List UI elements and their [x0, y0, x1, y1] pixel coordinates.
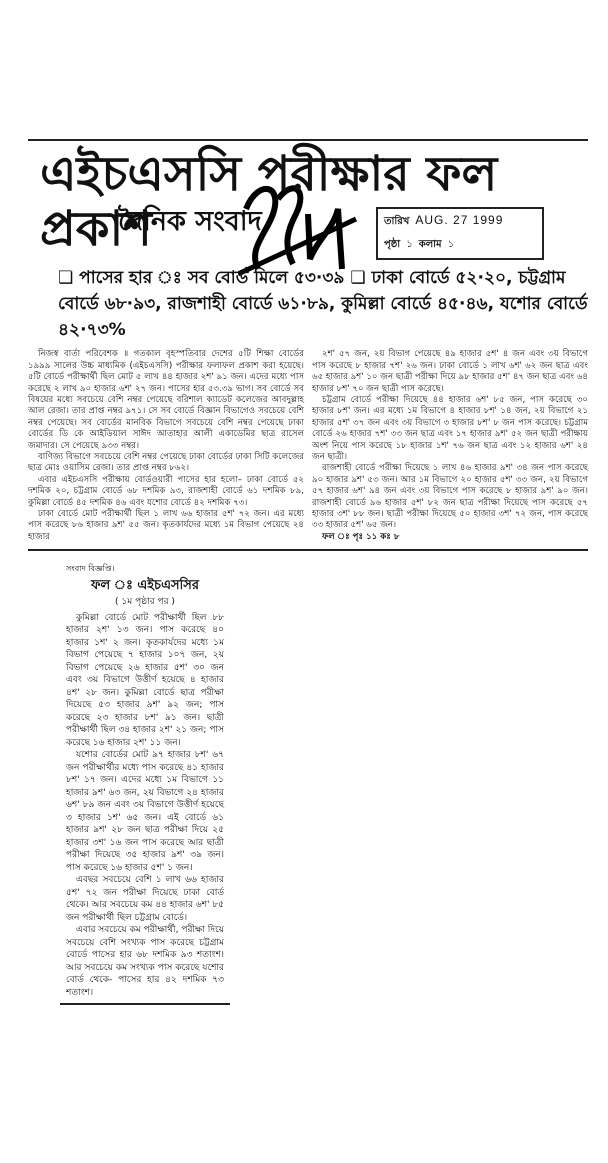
paragraph: ২শ' ৫৭ জন, ২য় বিভাগ পেয়েছে ৪৯ হাজার ৫শ' ৪ জন এবং ৩য় বিভাগে পাস করেছে ৮ হাজার ৭শ' ২৬ জন। ঢাকা বোর্ডে ১ লাখ ৬শ' ৬২ জন ছাত্র এবং ৬৫ হাজার ৯শ' ১০ জন ছাত্রী পরীক্ষা দিয়ে ৯৮ হাজার ৫শ' ৪৭ জন ছাত্র এবং ৬৪ হাজার ৮শ' ৭০ জন ছাত্রী পাস করেছে। [312, 349, 588, 394]
paragraph: ঢাকা বোর্ডে মোট পরীক্ষার্থী ছিল ১ লাখ ৬৬ হাজার ৫শ' ৭২ জন। এর মধ্যে পাস করেছে ৮৬ হাজার ৯শ' ৫৫ জন। কৃতকার্যদের মধ্যে ১ম বিভাগ পেয়েছে ২৪ হাজার [28, 509, 304, 542]
paragraph: এবার এইচএসসি পরীক্ষায় বোর্ডওয়ারী পাসের হার হলো– ঢাকা বোর্ডে ৫২ দশমিক ২০, চট্টগ্রাম বোর্ডে ৬৮ দশমিক ৯৩, রাজশাহী বোর্ডে ৬১ দশমিক ৮৯, কুমিল্লা বোর্ডে ৪৫ দশমিক ৪৬ এবং যশোর বোর্ডে ৪২ দশমিক ৭৩। [28, 474, 304, 508]
subhead-boards: ঢাকা বোর্ডে ৫২·২০, চট্টগ্রাম বোর্ডে ৬৮·৯৩, রাজশাহী বোর্ডে ৬১·৮৯, কুমিল্লা বোর্ডে ৪৫·৪৬, যশোর বোর্ডে ৪২·৭৩% [58, 268, 588, 341]
stamp-date: AUG. 27 1999 [415, 213, 504, 227]
checkbox-bullet-icon: ❏ [58, 268, 74, 289]
paragraph: রাজশাহী বোর্ডে পরীক্ষা দিয়েছে ১ লাখ ৪৬ হাজার ৯শ' ৩৪ জন পাস করেছে ৯০ হাজার ৯শ' ৫৩ জন। আর ১ম বিভাগে ২০ হাজার ৫শ' ৩৩ জন, ২য় বিভাগে ৫৭ হাজার ৬শ' ৯৪ জন এবং ৩য় বিভাগে পাস করেছে ৮ হাজার ৯শ' ৯০ জন। রাজশাহী বোর্ডে ৯৬ হাজার ৫শ' ৮২ জন ছাত্র পরীক্ষা দিয়েছে পাস করেছে ৫৭ হাজার ৩শ' ৮৮ জন। ছাত্রী পরীক্ষা দিয়েছে ৫০ হাজার ৩শ' ৭২ জন, পাস করেছে ৩৩ হাজার ৫শ' ৬৫ জন। [312, 463, 588, 531]
paragraph: যশোর বোর্ডের মোট ৯৭ হাজার ৮শ' ৬৭ জন পরীক্ষার্থীর মধ্যে পাস করেছে ৪১ হাজার ৮শ' ১৭ জন। এদের মধ্যে ১ম বিভাগে ১১ হাজার ৯শ' ৬৩ জন, ২য় বিভাগে ২৪ হাজার ৬শ' ৮৯ জন এবং ৩য় বিভাগে উত্তীর্ণ হয়েছে ৩ হাজার ১শ' ৬৫ জন। এই বোর্ডে ৬১ হাজার ৯শ' ২৮ জন ছাত্র পরীক্ষা দিয়ে ২৫ হাজার ৩শ' ১৬ জন পাস করেছে আর ছাত্রী পরীক্ষা দিয়েছে ৩৫ হাজার ৯শ' ৩৯ জন। পাস করেছে ১৬ হাজার ৫শ' ১ জন। [66, 750, 224, 873]
column-value: ১ [447, 239, 455, 250]
article-column-1 [28, 349, 304, 543]
paragraph: এবার সবচেয়ে কম পরীক্ষার্থী, পরীক্ষা দিয়ে সবচেয়ে বেশি সংখ্যক পাস করেছে চট্টগ্রাম বোর্ডে পাসের হার ৬৮ দশমিক ৯৩ শতাংশ। আর সবচেয়ে কম সংখ্যক পাস করেছে যশোর বোর্ড থেকে- পাসের হার ৪২ দশমিক ৭৩ শতাংশ। [66, 925, 224, 998]
newspaper-name: দৈনিক সংবাদ [118, 206, 262, 237]
paragraph: চট্টগ্রাম বোর্ডে পরীক্ষা দিয়েছে ৪৪ হাজার ৬শ' ৮৫ জন, পাস করেছে ৩০ হাজার ৮শ' জন। এর মধ্যে ১ম বিভাগে ৪ হাজার ৮শ' ১৪ জন, ২য় বিভাগে ২১ হাজার ৫শ' ৩৭ জন এবং ৩য় বিভাগে ৩ হাজার ৮শ' ৮ জন পাস করেছে। চট্টগ্রাম বোর্ডে ২৬ হাজার ৭শ' ৩৩ জন ছাত্র এবং ১৭ হাজার ৯শ' ৫২ জন ছাত্রী পরীক্ষায় অংশ নিয়ে পাস করেছে ১৮ হাজার ১শ' ৭৬ জন ছাত্র এবং ১২ হাজার ৬শ' ২৪ জন ছাত্রী। [312, 395, 588, 463]
continued-reference: ফল ঃ পৃঃ ১১ কঃ ৮ [322, 531, 400, 542]
page-label: পৃষ্ঠা [384, 239, 401, 250]
top-rule [28, 139, 588, 141]
article-body [28, 349, 588, 543]
jump-title: ফল ঃ এইচএসসির [90, 577, 200, 593]
checkbox-bullet-icon: ❏ [350, 268, 366, 289]
paragraph: নিজস্ব বার্তা পরিবেশক ॥ গতকাল বৃহস্পতিবার দেশের ৫টি শিক্ষা বোর্ডের ১৯৯৯ সালের উচ্চ মাধ্যমিক (এইচএসসি) পরীক্ষার ফলাফল প্রকাশ করা হয়েছে। ৫টি বোর্ডে পরীক্ষার্থী ছিল মোট ৫ লাখ ৪৪ হাজার ২শ' ৯১ জন। এদের মধ্যে পাস করেছে ২ লাখ ৯০ হাজার ৬শ' ২৭ জন। পাসের হার ৫৩.৩৯ ভাগ। সব বোর্ডে সব বিষয়ের মধ্যে সবচেয়ে বেশি নম্বর পেয়েছে বরিশাল ক্যাডেট কলেজের আবদুল্লাহ আল রেজা। তার প্রাপ্ত নম্বর ৯৭১। সে সব বোর্ডে বিজ্ঞান বিভাগেও সবচেয়ে বেশি নম্বর পেয়েছে। সব বোর্ডের মানবিক বিভাগে সবচেয়ে বেশি নম্বর পেয়েছে ঢাকা বোর্ডের ডি কে আইডিয়াল সাঈদ আতাহার আলী একাডেমির ছাত্র রাসেল জমাদার। সে পেয়েছে ৯৩৩ নম্বর। [28, 349, 304, 451]
paragraph: এবছর সবচেয়ে বেশি ১ লাখ ৬৬ হাজার ৫শ' ৭২ জন পরীক্ষা দিয়েছে ঢাকা বোর্ড থেকে। আর সবচেয়ে কম ৪৪ হাজার ৬শ' ৮৫ জন পরীক্ষার্থী ছিল চট্টগ্রাম বোর্ডে। [66, 875, 224, 923]
article-section [0, 139, 608, 1005]
bottom-rule [28, 549, 588, 551]
clipping-edge [60, 1003, 230, 1005]
paragraph: কুমিল্লা বোর্ডে মোট পরীক্ষার্থী ছিল ৮৮ হাজার ২শ' ১৩ জন। পাস করেছে ৪০ হাজার ১শ' ২ জন। কৃতকার্যদের মধ্যে ১ম বিভাগ পেয়েছে ৭ হাজার ১০৭ জন, ২য় বিভাগ পেয়েছে ২৬ হাজার ৫শ' ৩০ জন এবং ৩য় বিভাগে উত্তীর্ণ হয়েছে ৪ হাজার ৪শ' ২৮ জন। কুমিল্লা বোর্ডে ছাত্র পরীক্ষা দিয়েছে ৫৩ হাজার ৯শ' ৯২ জন; পাস করেছে ২৩ হাজার ৮শ' ৯১ জন। ছাত্রী পরীক্ষার্থী ছিল ৩৪ হাজার ২শ' ২১ জন; পাস করেছে ১৬ হাজার ২শ' ১১ জন। [66, 612, 224, 748]
article-column-2 [312, 349, 588, 543]
date-label: তারিখ [384, 216, 410, 227]
page-value: ১ [406, 239, 413, 250]
column-label: কলাম [418, 239, 442, 250]
subhead-pass-rate: পাসের হার ঃ সব বোর্ড মিলে ৫৩·৩৯ [79, 268, 345, 289]
source-credit: সংবাদ বিজ্ঞপ্তি। [66, 564, 115, 574]
continued-from: ( ১ম পৃষ্ঠার পর ) [115, 597, 175, 608]
headline: এইচএসসি পরীক্ষার ফল প্রকাশ [40, 146, 498, 258]
subheadline [58, 265, 588, 343]
continuation-column [66, 563, 224, 999]
paragraph: বাণিজ্য বিভাগে সবচেয়ে বেশি নম্বর পেয়েছে ঢাকা বোর্ডের ঢাকা সিটি কলেজের ছাত্র মোঃ ওয়াসিম রেজা। তার প্রাপ্ত নম্বর ৮৬২। [28, 452, 304, 474]
